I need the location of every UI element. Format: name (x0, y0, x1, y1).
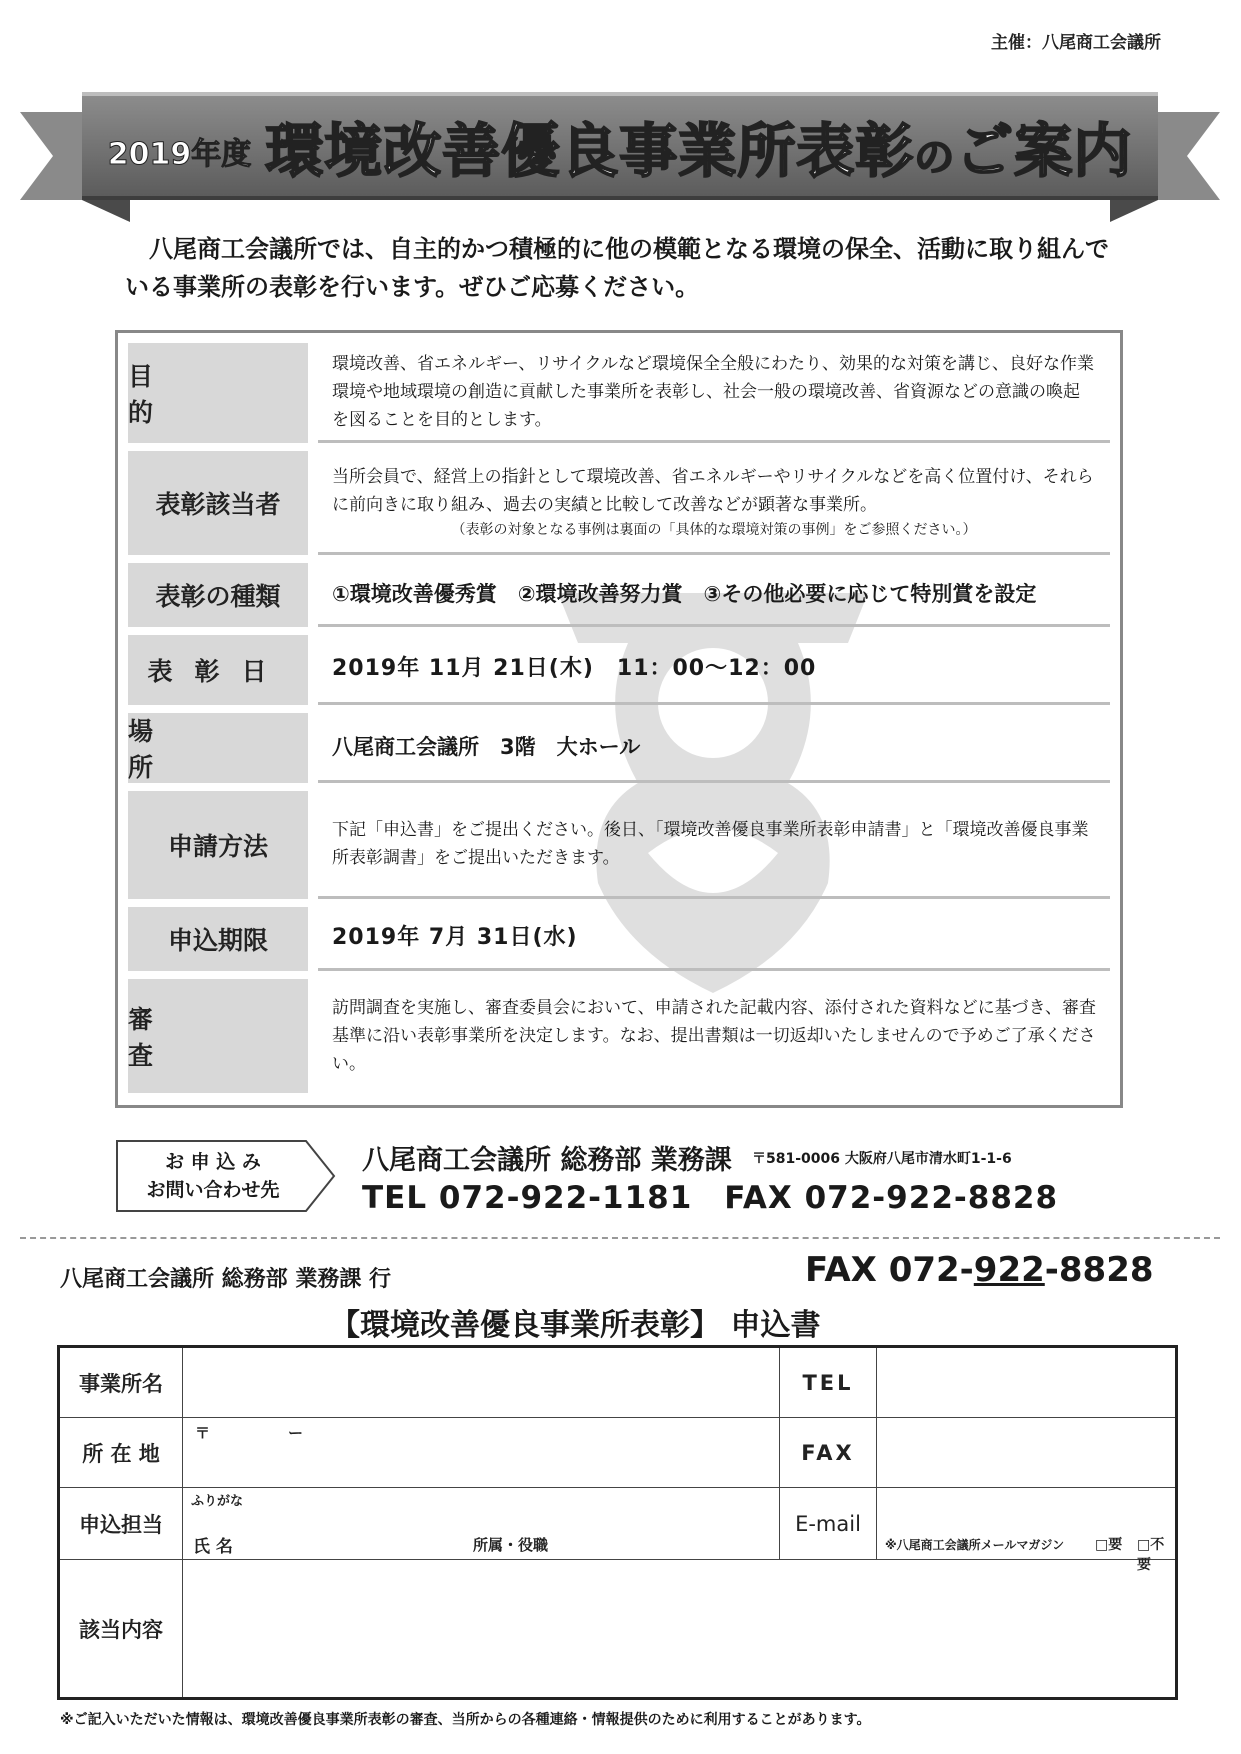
title-banner (20, 52, 1220, 242)
position-label: 所属・役職 (473, 1536, 549, 1554)
fax-field[interactable] (877, 1418, 1175, 1487)
form-row-company (60, 1348, 1175, 1418)
label-purpose (128, 343, 308, 443)
content-review: 訪問調査を実施し、審査委員会において、申請された記載内容、添付された資料などに基づき、審査基準に沿い表彰事業所を決定します。なお、提出書類は一切返却いたしませんので予めご了承ください。 (332, 998, 1096, 1074)
footnote: ※ご記入いただいた情報は、環境改善優良事業所表彰の審査、当所からの各種連絡・情報提供のために利用することがあります。 (60, 1712, 871, 1728)
label-tel: TEL (780, 1348, 877, 1417)
intro-text: 八尾商工会議所では、自主的かつ積極的に他の模範となる環境の保全、活動に取り組んでいる事業所の表彰を行います。ぜひご応募ください。 (125, 235, 1109, 301)
form-addressee: 八尾商工会議所 総務部 業務課 行 (60, 1267, 391, 1292)
form-title: 【環境改善優良事業所表彰】 申込書 (330, 1308, 821, 1343)
row-date (128, 635, 1110, 705)
magazine-label: ※八尾商工会議所メールマガジン (885, 1538, 1065, 1552)
banner-year: 2019年度 (107, 137, 252, 172)
row-review (128, 979, 1110, 1093)
details-field[interactable] (183, 1560, 1175, 1697)
content-method: 下記「申込書」をご提出ください。後日、「環境改善優良事業所表彰申請書」と「環境改善優良事業所表彰調書」をご提出いただきます。 (318, 791, 1110, 899)
ribbon-fold-left (82, 200, 130, 222)
application-form (57, 1345, 1178, 1700)
label-place-text: 場 所 (128, 717, 299, 782)
label-types: 表彰の種類 (128, 563, 308, 627)
contact-name: 八尾商工会議所 総務部 業務課 (362, 1145, 732, 1176)
content-deadline: 2019年 7月 31日(水) (318, 907, 1110, 971)
content-place: 八尾商工会議所 3階 大ホール (318, 713, 1110, 783)
label-address: 所 在 地 (60, 1418, 183, 1487)
content-purpose: 環境改善、省エネルギー、リサイクルなど環境保全全般にわたり、効果的な対策を講じ、良好な作業環境や地域環境の創造に貢献した事業所を表彰し、社会一般の環境改善、省資源などの意識の喚起を図ることを目的とします。 (318, 343, 1110, 443)
furigana-label: ふりがな (191, 1494, 244, 1509)
label-date-text: 表彰日 (147, 657, 289, 686)
row-types (128, 563, 1110, 627)
banner-title-end: ご案内 (955, 117, 1133, 185)
banner-title (265, 104, 1132, 188)
email-field[interactable] (877, 1488, 1175, 1573)
magazine-need-checkbox[interactable]: □要 (1095, 1537, 1123, 1553)
contact-phone: TEL 072-922-1181 FAX 072-922-8828 (362, 1180, 1059, 1216)
label-date (128, 635, 308, 705)
content-types: ①環境改善優秀賞 ②環境改善努力賞 ③その他必要に応じて特別賞を設定 (318, 563, 1110, 627)
eligible-note: （表彰の対象となる事例は裏面の「具体的な環境対策の事例」をご参照ください。） (451, 521, 977, 538)
magazine-no-need-checkbox[interactable]: □不要 (1137, 1537, 1165, 1573)
info-box (115, 330, 1123, 1108)
organizer-label: 主催：八尾商工会議所 (991, 33, 1161, 53)
postal-dash: ー (288, 1424, 304, 1442)
banner-title-main: 環境改善優良事業所表彰 (265, 117, 915, 185)
postal-mark: 〒 (195, 1424, 211, 1442)
label-review (128, 979, 308, 1093)
label-method: 申請方法 (128, 791, 308, 899)
fax-mid: 922 (973, 1250, 1045, 1290)
ribbon-fold-right (1110, 200, 1158, 222)
eligible-text: 当所会員で、経営上の指針として環境改善、省エネルギーやリサイクルなどを高く位置付け、それらに前向きに取り組み、過去の実績と比較して改善などが顕著な事業所。 (332, 466, 1094, 515)
row-purpose (128, 343, 1110, 443)
label-details: 該当内容 (60, 1560, 183, 1697)
label-email: E-mail (780, 1488, 877, 1559)
label-review-text: 審 査 (128, 1005, 299, 1070)
row-place (128, 713, 1110, 783)
label-place (128, 713, 308, 783)
banner-title-no: の (914, 135, 956, 181)
label-eligible: 表彰該当者 (128, 451, 308, 555)
contact-tag-line2: お問い合わせ先 (146, 1179, 280, 1201)
row-deadline (128, 907, 1110, 971)
label-company: 事業所名 (60, 1348, 183, 1417)
label-purpose-text: 目 的 (128, 362, 299, 427)
form-row-applicant (60, 1488, 1175, 1573)
company-field[interactable] (183, 1348, 780, 1417)
form-row-details (60, 1560, 1175, 1697)
form-row-address (60, 1418, 1175, 1488)
ribbon-main (82, 92, 1158, 200)
contact-tag-text (128, 1148, 298, 1204)
content-eligible (318, 451, 1110, 555)
address-field[interactable] (183, 1418, 780, 1487)
label-fax: FAX (780, 1418, 877, 1487)
content-date: 2019年 11月 21日(木) 11：00〜12：00 (318, 635, 1110, 705)
contact-tag (116, 1140, 336, 1212)
form-fax-number (805, 1250, 1154, 1290)
fax-prefix: FAX 072- (805, 1250, 974, 1290)
label-applicant: 申込担当 (60, 1488, 183, 1559)
label-deadline: 申込期限 (128, 907, 308, 971)
fax-suffix: -8828 (1044, 1250, 1154, 1290)
contact-tag-line1: お 申 込 み (165, 1151, 261, 1173)
row-eligible (128, 451, 1110, 555)
contact-address: 〒581-0006 大阪府八尾市清水町1-1-6 (752, 1151, 1012, 1167)
cut-line (20, 1237, 1220, 1239)
name-label: 氏 名 (193, 1537, 233, 1557)
applicant-field[interactable] (183, 1488, 780, 1559)
row-method (128, 791, 1110, 899)
tel-field[interactable] (877, 1348, 1175, 1417)
